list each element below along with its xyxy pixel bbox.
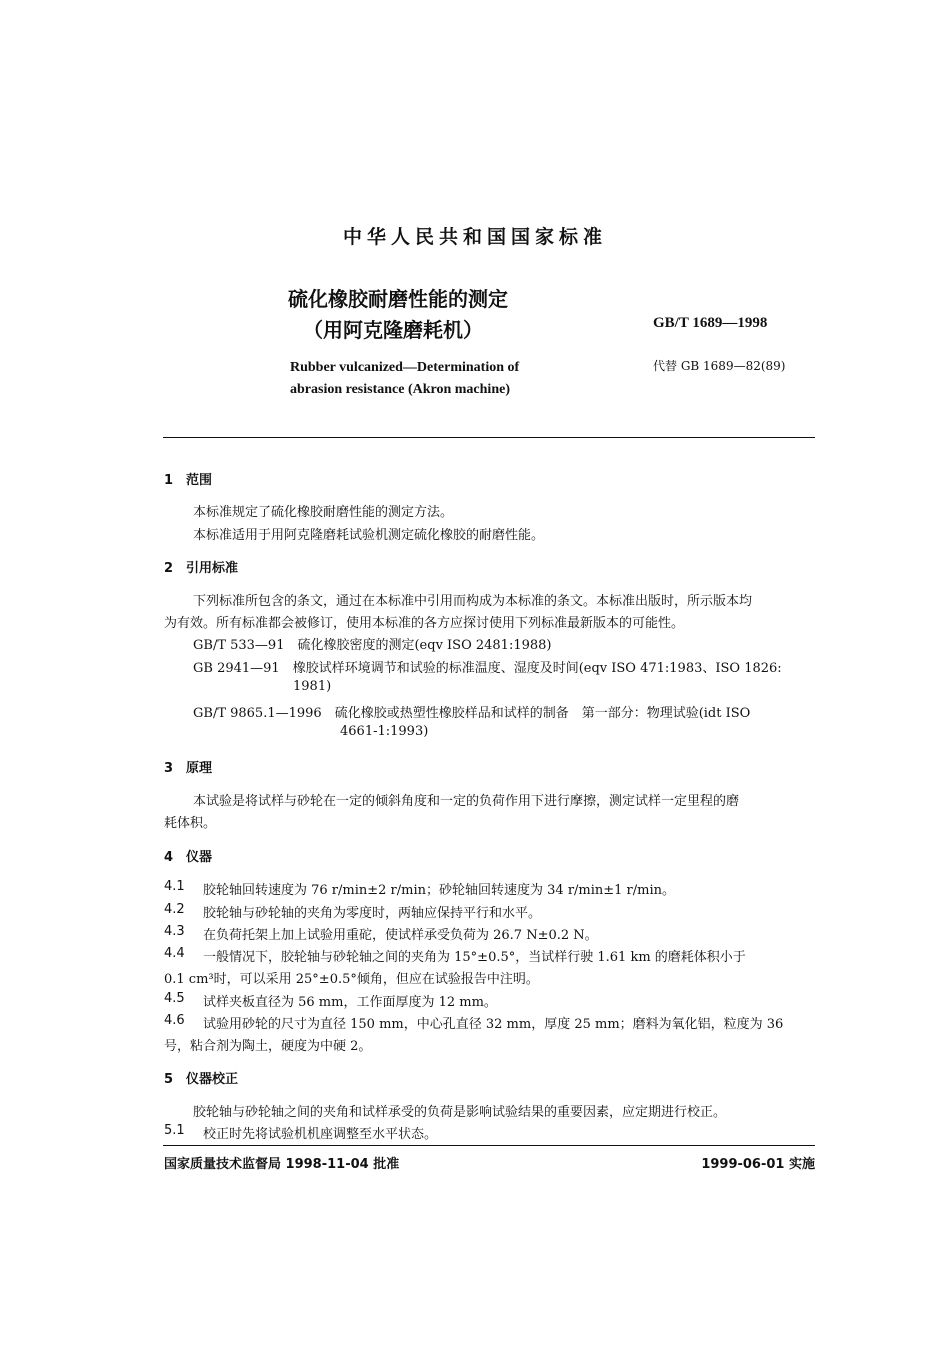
- section-number: 4: [164, 850, 174, 865]
- section-3-heading: [164, 757, 212, 776]
- title-en-line1: Rubber vulcanized—Determination of: [290, 360, 520, 375]
- clause-4-2-text: 胶轮轴与砂轮轴的夹角为零度时，两轴应保持平行和水平。: [203, 906, 542, 921]
- clause-4-6-text-line2: 号，粘合剂为陶土，硬度为中硬 2。: [164, 1039, 372, 1054]
- clause-5-1-number: 5.1: [164, 1123, 185, 1138]
- reference-gb2941-line1: GB 2941—91 橡胶试样环境调节和试验的标准温度、湿度及时间(eqv ISO 471:1983、ISO 1826:: [193, 661, 782, 676]
- section-5-heading: [164, 1068, 238, 1087]
- section-2-intro-line2: 为有效。所有标准都会被修订，使用本标准的各方应探讨使用下列标准最新版本的可能性。: [164, 616, 685, 631]
- section-number: 5: [164, 1072, 174, 1087]
- standard-number: GB/T 1689—1998: [653, 315, 768, 331]
- title-cn-line2: （用阿克隆磨耗机）: [303, 318, 483, 342]
- clause-5-1-text: 校正时先将试验机机座调整至水平状态。: [203, 1127, 438, 1142]
- header-divider: [163, 437, 815, 438]
- reference-gb9865-line2: 4661-1:1993): [340, 724, 429, 739]
- section-title: 仪器: [186, 850, 213, 865]
- section-4-heading: [164, 846, 212, 865]
- footer-approved: 国家质量技术监督局 1998-11-04 批准: [164, 1157, 400, 1172]
- section-1-heading: [164, 469, 212, 488]
- section-title: 范围: [186, 473, 213, 488]
- clause-4-3-number: 4.3: [164, 924, 185, 939]
- section-3-para-line1: 本试验是将试样与砂轮在一定的倾斜角度和一定的负荷作用下进行摩擦，测定试样一定里程的磨: [193, 794, 740, 809]
- national-standard-title: 中华人民共和国国家标准: [342, 226, 607, 248]
- title-cn-line1: 硫化橡胶耐磨性能的测定: [288, 287, 508, 311]
- section-number: 1: [164, 473, 174, 488]
- clause-4-1-number: 4.1: [164, 879, 185, 894]
- section-1-para1: 本标准规定了硫化橡胶耐磨性能的测定方法。: [193, 505, 454, 520]
- section-5-para: 胶轮轴与砂轮轴之间的夹角和试样承受的负荷是影响试验结果的重要因素，应定期进行校正。: [193, 1105, 727, 1120]
- replaces-note: 代替 GB 1689—82(89): [653, 359, 786, 373]
- clause-4-5-text: 试样夹板直径为 56 mm，工作面厚度为 12 mm。: [203, 995, 497, 1010]
- clause-4-1-text: 胶轮轴回转速度为 76 r/min±2 r/min；砂轮轴回转速度为 34 r/min±1 r/min。: [203, 883, 676, 898]
- clause-4-4-text-line1: 一般情况下，胶轮轴与砂轮轴之间的夹角为 15°±0.5°，当试样行驶 1.61 km 的磨耗体积小于: [203, 950, 746, 965]
- section-1-para2: 本标准适用于用阿克隆磨耗试验机测定硫化橡胶的耐磨性能。: [193, 528, 545, 543]
- footer-divider: [163, 1145, 815, 1146]
- clause-4-5-number: 4.5: [164, 991, 185, 1006]
- clause-4-4-number: 4.4: [164, 946, 185, 961]
- section-2-heading: [164, 557, 238, 576]
- clause-4-4-text-line2: 0.1 cm³时，可以采用 25°±0.5°倾角，但应在试验报告中注明。: [164, 972, 539, 987]
- reference-gb533: GB/T 533—91 硫化橡胶密度的测定(eqv ISO 2481:1988): [193, 638, 552, 653]
- section-title: 引用标准: [186, 561, 239, 576]
- reference-gb9865-line1: GB/T 9865.1—1996 硫化橡胶或热塑性橡胶样品和试样的制备 第一部分：物理试验(idt ISO: [193, 706, 751, 721]
- section-title: 仪器校正: [186, 1072, 239, 1087]
- section-title: 原理: [186, 761, 213, 776]
- clause-4-6-text-line1: 试验用砂轮的尺寸为直径 150 mm，中心孔直径 32 mm，厚度 25 mm；磨料为氧化铝，粒度为 36: [203, 1017, 784, 1032]
- section-number: 2: [164, 561, 174, 576]
- clause-4-3-text: 在负荷托架上加上试验用重砣，使试样承受负荷为 26.7 N±0.2 N。: [203, 928, 598, 943]
- clause-4-2-number: 4.2: [164, 902, 185, 917]
- clause-4-6-number: 4.6: [164, 1013, 185, 1028]
- section-3-para-line2: 耗体积。: [164, 816, 217, 831]
- section-2-intro-line1: 下列标准所包含的条文，通过在本标准中引用而构成为本标准的条文。本标准出版时，所示版本均: [193, 594, 753, 609]
- section-number: 3: [164, 761, 174, 776]
- title-en-line2: abrasion resistance (Akron machine): [290, 382, 510, 397]
- footer-effective: 1999-06-01 实施: [701, 1157, 815, 1172]
- reference-gb2941-line2: 1981): [293, 679, 332, 694]
